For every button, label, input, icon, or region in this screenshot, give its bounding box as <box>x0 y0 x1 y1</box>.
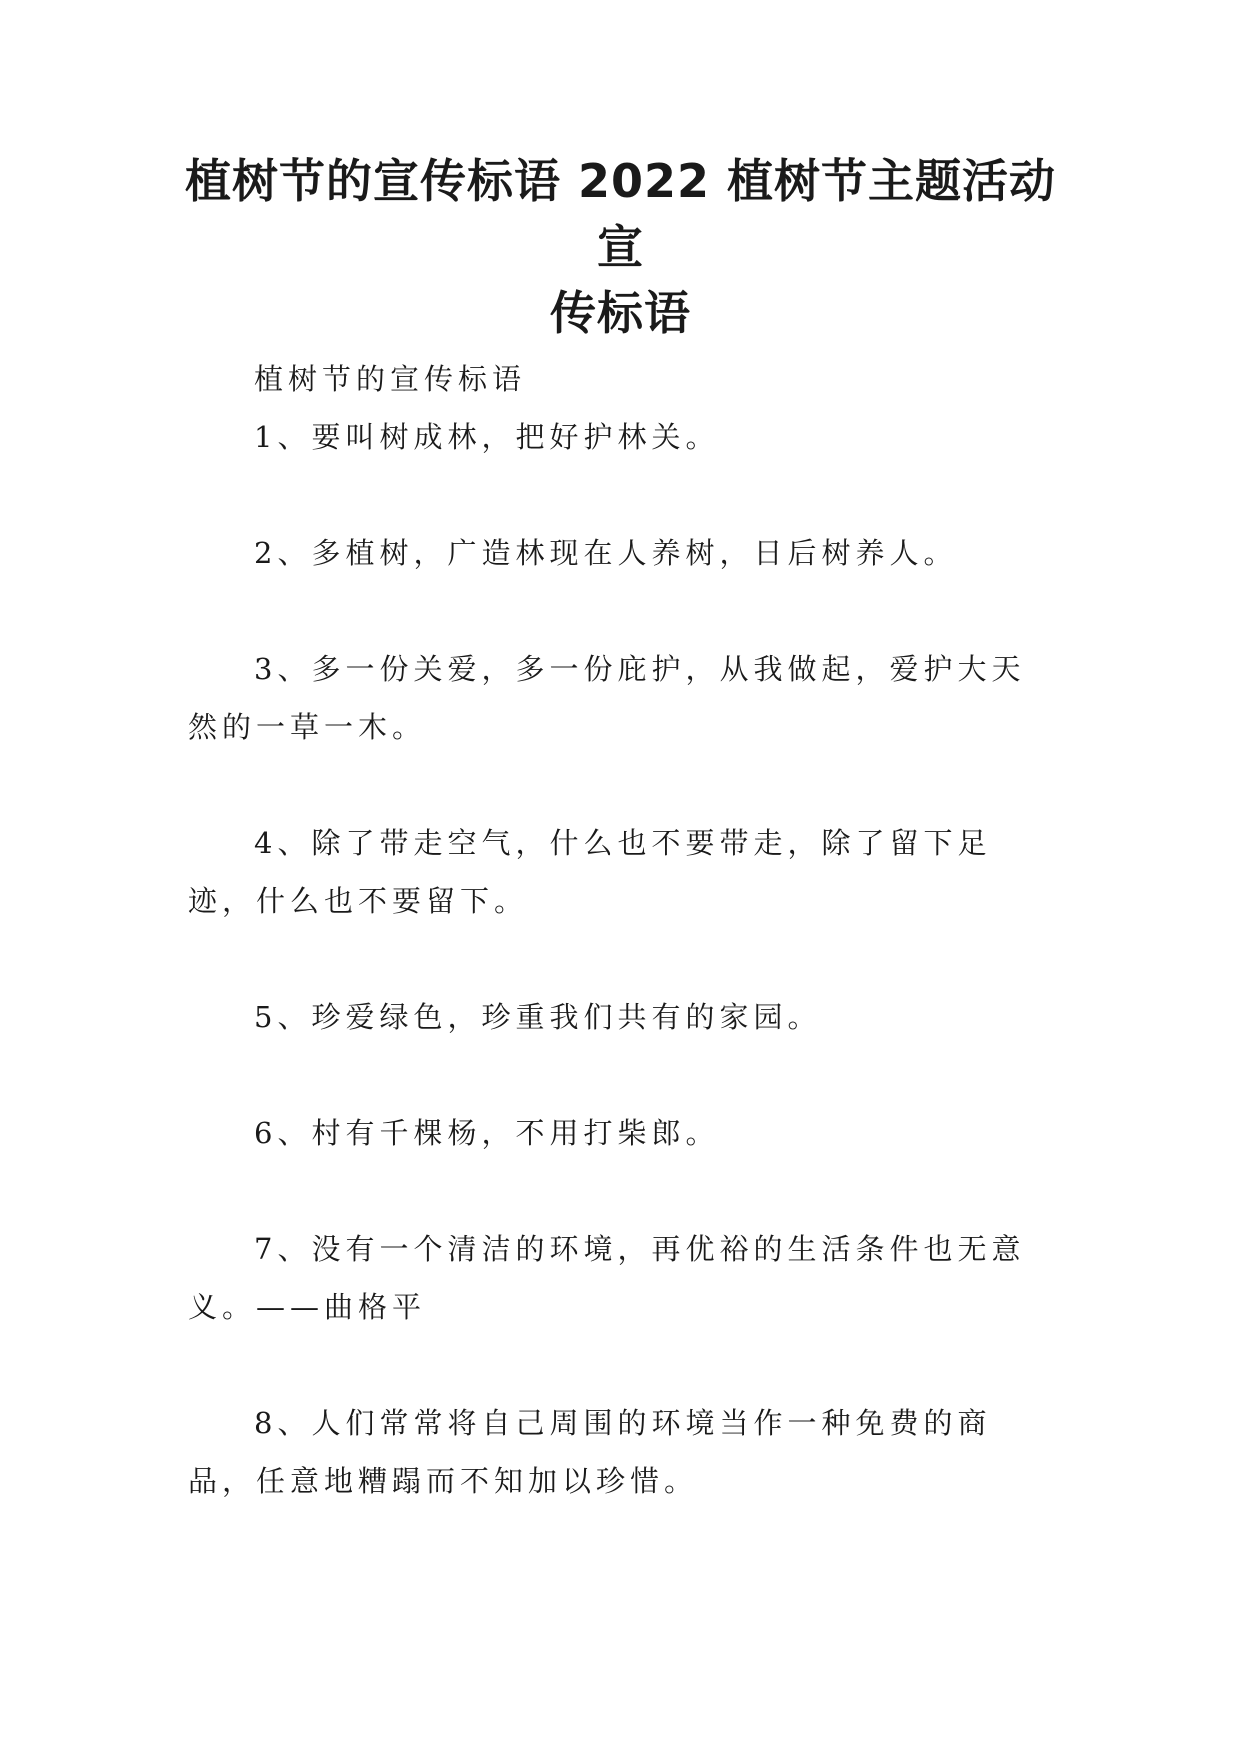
title-line-2: 传标语 <box>550 286 691 340</box>
slogan-item-3: 3、多一份关爱，多一份庇护，从我做起，爱护大天然的一草一木。 <box>188 652 1026 744</box>
slogan-item-6: 6、村有千棵杨，不用打柴郎。 <box>254 1116 720 1150</box>
document-title <box>180 148 1061 346</box>
slogan-item-1: 1、要叫树成林，把好护林关。 <box>254 420 720 454</box>
slogan-item-2: 2、多植树，广造林现在人养树，日后树养人。 <box>254 536 958 570</box>
slogan-item-8: 8、人们常常将自己周围的环境当作一种免费的商品，任意地糟蹋而不知加以珍惜。 <box>188 1406 992 1498</box>
section-heading: 植树节的宣传标语 <box>254 362 527 396</box>
slogan-item-4: 4、除了带走空气，什么也不要带走，除了留下足迹，什么也不要留下。 <box>188 826 992 918</box>
slogan-item-7: 7、没有一个清洁的环境，再优裕的生活条件也无意义。——曲格平 <box>188 1232 1026 1324</box>
slogan-item-5: 5、珍爱绿色，珍重我们共有的家园。 <box>254 1000 822 1034</box>
title-line-1: 植树节的宣传标语 2022 植树节主题活动宣 <box>184 154 1057 274</box>
